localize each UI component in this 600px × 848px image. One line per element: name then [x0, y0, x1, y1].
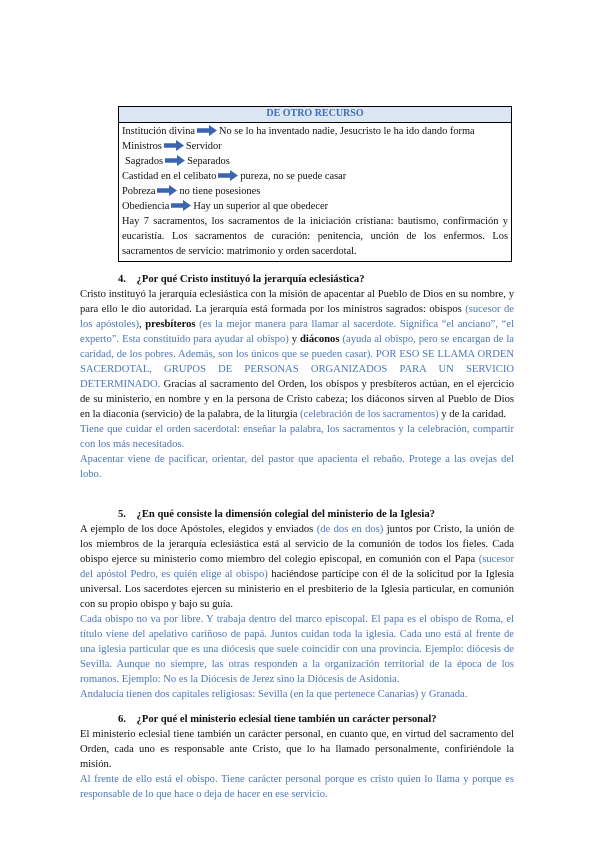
question-text: ¿En qué consiste la dimensión colegial del ministerio de la Iglesia?: [136, 509, 435, 520]
answer-text: haciéndose partícipe con él de la solicitud por la Iglesia universal. Los sacerdotes ejercen su ministerio en el presbiterio de la Iglesia particular, en comunión con su propio obispo y bajo su guía.: [80, 569, 514, 610]
answer-6-main: El ministerio eclesial tiene también un carácter personal, en cuanto que, en virtud del sacramento del Orden, cada uno es responsable ante Cristo, que lo ha llamado personalmente, confiriéndole la misión.: [80, 729, 514, 770]
right-arrow-icon: [197, 125, 217, 136]
row-term: Castidad en el celibato: [122, 171, 217, 182]
table-row: [122, 184, 508, 199]
answer-text: juntos por Cristo, la unión de los miembros de la jerarquía eclesiástica está al servicio de la comunión de todos los fieles. Cada obispo ejerce su ministerio como miembro del colegio episcopal, en comunión con el Papa: [80, 524, 514, 565]
row-term: Institución divina: [122, 126, 196, 137]
table-row: [122, 124, 508, 139]
table-row: [122, 139, 508, 154]
question-number: 4.: [118, 274, 126, 285]
note-text: Tiene que cuidar el orden sacerdotal: enseñar la palabra, los sacramentos y la celebración, compartir con los más necesitados.: [80, 424, 514, 450]
row-definition: No se lo ha inventado nadie, Jesucristo le ha ido dando forma: [219, 126, 475, 137]
table-row: [122, 154, 508, 169]
answer-text: y: [288, 334, 301, 345]
note-text: Andalucía tienen dos capitales religiosas: Sevilla (en la que pertenece Canarias) y Granada.: [80, 689, 468, 700]
annotation-text: (celebración de los sacramentos): [300, 409, 439, 420]
question-text: ¿Por qué Cristo instituyó la jerarquía eclesiástica?: [136, 274, 365, 285]
note-text: Al frente de ello está el obispo. Tiene carácter personal porque es cristo quien lo llama y porque es responsable de lo que hace o deja de hacer en ese servicio.: [80, 774, 514, 800]
answer-text: Cristo instituyó la jerarquía eclesiástica con la misión de apacentar al Pueblo de Dios en su nombre, y para ello le dio autoridad. La jerarquía está formada por los ministros sagrados: obispos: [80, 289, 514, 315]
answer-5: [80, 522, 514, 702]
row-definition: pureza, no se puede casar: [240, 171, 347, 182]
annotation-text: (de dos en dos): [316, 524, 384, 535]
answer-4: [80, 287, 514, 482]
answer-text: y de la caridad.: [438, 409, 507, 420]
recurso-table: [118, 106, 512, 262]
table-row: [122, 169, 508, 184]
question-text: ¿Por qué el ministerio eclesial tiene también un carácter personal?: [136, 714, 437, 725]
annotation-text: (sucesor del apóstol Pedro, es quién elige al obispo): [80, 554, 514, 580]
question-4-heading: [118, 273, 365, 287]
table-row: [122, 199, 508, 214]
answer-5-main: [80, 522, 514, 612]
keyword-diaconos: diáconos: [300, 334, 340, 345]
right-arrow-icon: [164, 140, 184, 151]
answer-text: Gracias al sacramento del Orden, los obispos y presbíteros actúan, en el ejercicio de su ministerio, en nombre y en la persona de Cristo cabeza; los diáconos sirven al Pueblo de Dios en la diaconía (servicio) de la palabra, de la liturgia: [80, 379, 514, 420]
answer-text: ,: [138, 319, 146, 330]
keyword-presbiteros: presbíteros: [145, 319, 196, 330]
row-definition: no tiene posesiones: [179, 186, 261, 197]
annotation-text: (es la mejor manera para llamar al sacerdote. Significa “el anciano”, “el experto”. Esta constituido para ayudar al obispo): [80, 319, 515, 345]
table-body: [119, 123, 511, 261]
question-6-heading: [118, 713, 437, 727]
row-definition: Servidor: [185, 141, 222, 152]
row-term: Pobreza: [122, 186, 156, 197]
row-term: Obediencia: [122, 201, 170, 212]
annotation-text: (ayuda al obispo, pero se encargan de la caridad, de los pobres. Además, son los únicos que se pueden casar). POR ESO SE LLAMA ORDEN SACERDOTAL, GRUPOS DE PERSONAS ORGANIZADOS PARA UN SERVICIO DETERMINADO.: [80, 334, 514, 390]
question-5-heading: [118, 508, 435, 522]
row-term: Ministros: [122, 141, 162, 152]
right-arrow-icon: [171, 200, 191, 211]
question-number: 6.: [118, 714, 126, 725]
sacraments-paragraph: Hay 7 sacramentos, los sacramentos de la iniciación cristiana: bautismo, confirmación y eucaristía. Los sacramentos de curación: penitencia, unción de los enfermos. Los sacramentos de servicio: matrimonio y orden sacerdotal.: [122, 216, 508, 257]
note-text: Cada obispo no va por libre. Y trabaja dentro del marco episcopal. El papa es el obispo de Roma, el título viene del apelativo cariñoso de papá. Juntos cuidan toda la iglesia. Cada uno está al frente de una iglesia particular que es una diócesis que suele coincidir con una provincia. Ejemplo: diócesis de Sevilla. Aunque no siempre, las otras responden a la organización territorial de la época de los romanos. Ejemplo: No es la Diócesis de Jerez sino la Diócesis de Asidonia.: [80, 614, 514, 685]
annotation-text: (sucesor de los apóstoles): [80, 304, 514, 330]
row-definition: Separados: [187, 156, 230, 167]
answer-6: [80, 727, 514, 802]
answer-text: A ejemplo de los doce Apóstoles, elegidos y enviados: [80, 524, 317, 535]
row-term: Sagrados: [125, 156, 164, 167]
question-number: 5.: [118, 509, 126, 520]
note-text: Apacentar viene de pacificar, orientar, del pastor que apacienta el rebaño. Protege a las ovejas del lobo.: [80, 454, 514, 480]
right-arrow-icon: [165, 155, 185, 166]
answer-4-main: [80, 287, 514, 422]
right-arrow-icon: [218, 170, 238, 181]
row-definition: Hay un superior al que obedecer: [193, 201, 329, 212]
right-arrow-icon: [157, 185, 177, 196]
table-header: DE OTRO RECURSO: [119, 107, 511, 123]
